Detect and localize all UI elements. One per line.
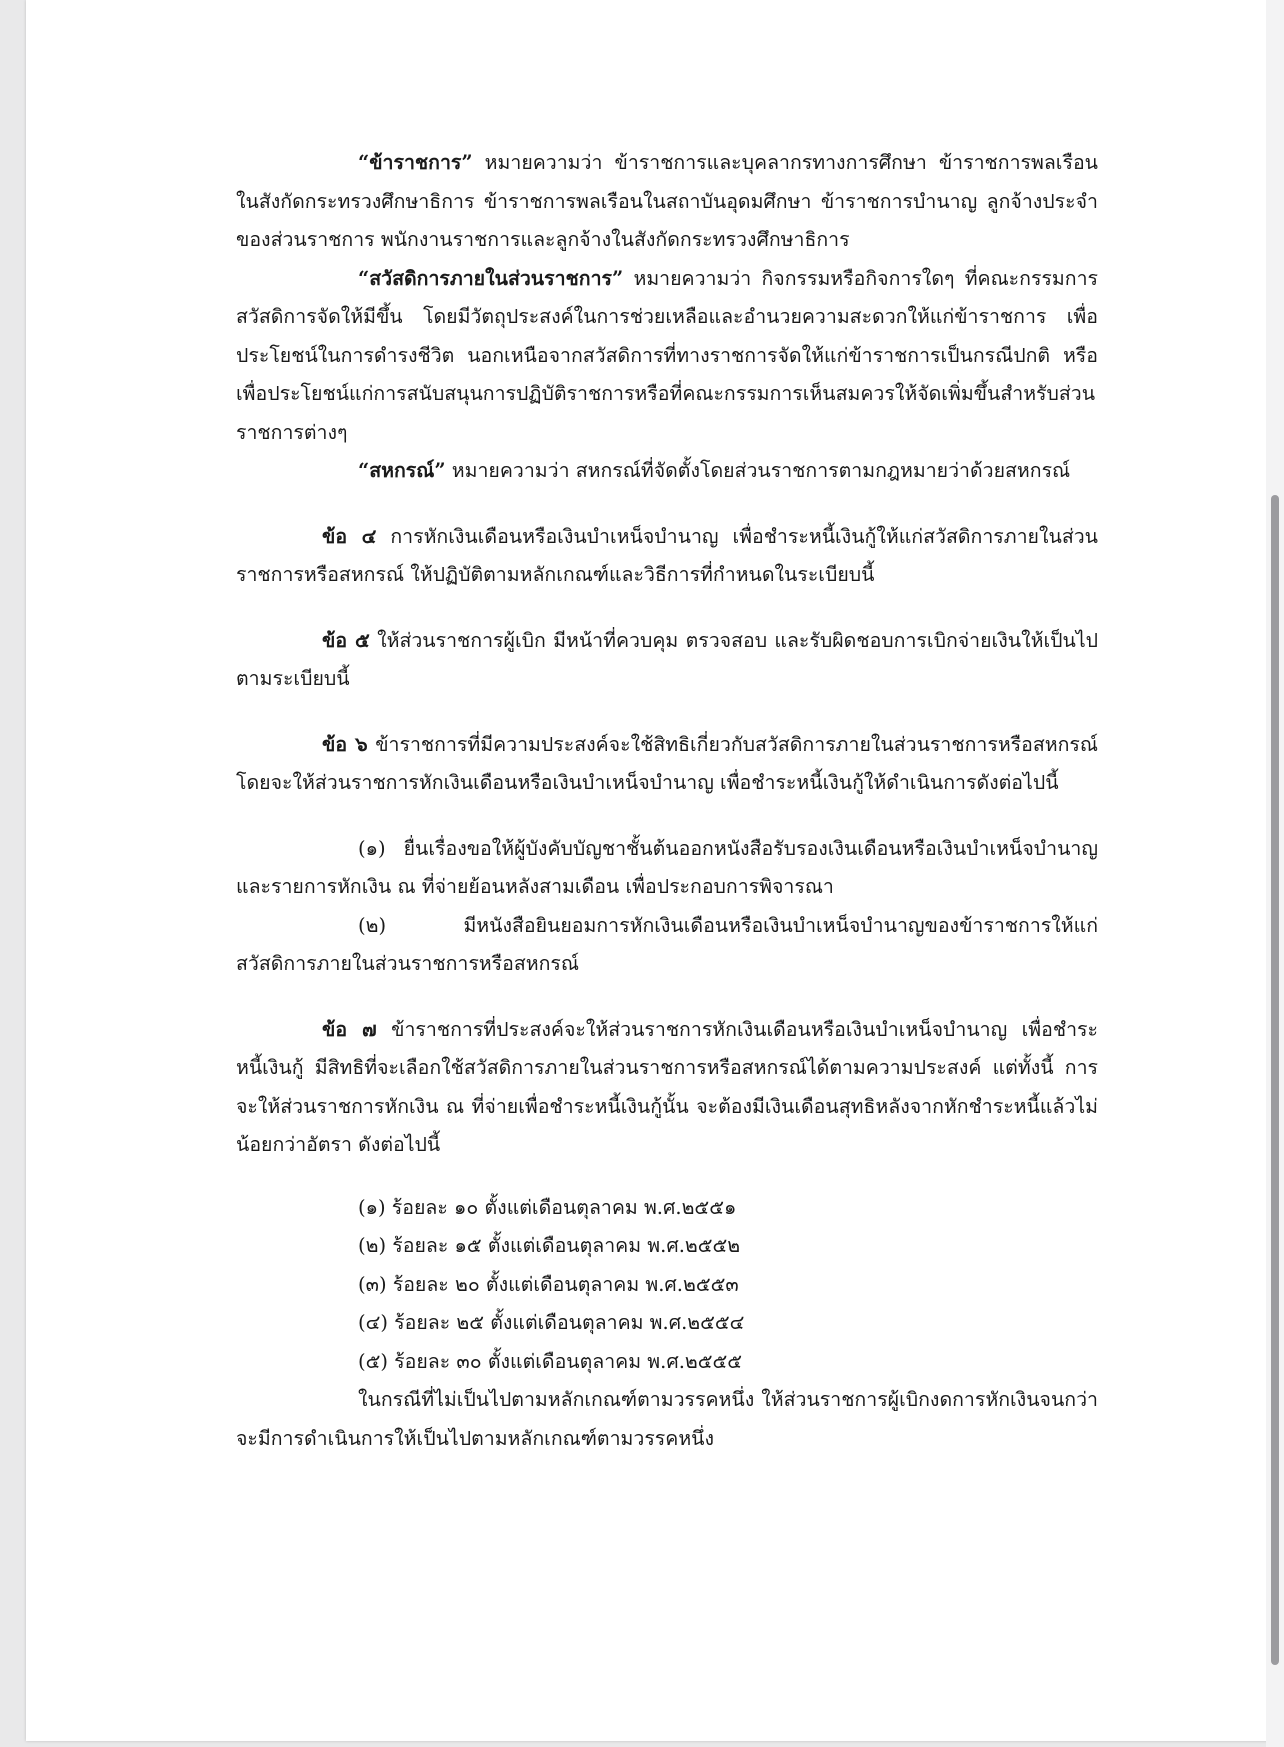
scrollbar-thumb[interactable] — [1271, 495, 1279, 1665]
clause-7 — [236, 1011, 1098, 1165]
definition-term: “สหกรณ์” — [358, 459, 446, 482]
rate-item: (๓) ร้อยละ ๒๐ ตั้งแต่เดือนตุลาคม พ.ศ.๒๕๕๓ — [358, 1272, 739, 1296]
clause-6-item: (๒) มีหนังสือยินยอมการหักเงินเดือนหรือเงินบำเหน็จบำนาญของข้าราชการให้แก่สวัสดิการภายในส่วนราชการหรือสหกรณ์ — [236, 913, 1098, 975]
vertical-scrollbar[interactable] — [1266, 0, 1284, 1747]
rate-item: (๕) ร้อยละ ๓๐ ตั้งแต่เดือนตุลาคม พ.ศ.๒๕๕๕ — [358, 1349, 743, 1373]
clause-label: ข้อ ๖ — [322, 732, 368, 756]
rate-item: (๑) ร้อยละ ๑๐ ตั้งแต่เดือนตุลาคม พ.ศ.๒๕๕๑ — [358, 1195, 737, 1219]
clause-text: การหักเงินเดือนหรือเงินบำเหน็จบำนาญ เพื่อชำระหนี้เงินกู้ให้แก่สวัสดิการภายในส่วนราชการหรือสหกรณ์ ให้ปฏิบัติตามหลักเกณฑ์และวิธีการที่กำหนดในระเบียบนี้ — [236, 524, 1099, 586]
document-body — [236, 144, 1098, 1458]
definition-internal-welfare — [236, 260, 1098, 453]
clause-6-item: (๑) ยื่นเรื่องขอให้ผู้บังคับบัญชาชั้นต้นออกหนังสือรับรองเงินเดือนหรือเงินบำเหน็จบำนาญและรายการหักเงิน ณ ที่จ่ายย้อนหลังสามเดือน เพื่อประกอบการพิจารณา — [236, 836, 1098, 898]
clause-5 — [236, 622, 1098, 699]
clause-label: ข้อ ๗ — [322, 1017, 377, 1041]
definition-text: หมายความว่า ข้าราชการและบุคลากรทางการศึกษา ข้าราชการพลเรือนในสังกัดกระทรวงศึกษาธิการ ข้าราชการพลเรือนในสถาบันอุดมศึกษา ข้าราชการบำนาญ ลูกจ้างประจำของส่วนราชการ พนักงานราชการและลูกจ้างในสังกัดกระทรวงศึกษาธิการ — [236, 151, 1098, 251]
definition-text: หมายความว่า กิจกรรมหรือกิจการใดๆ ที่คณะกรรมการสวัสดิการจัดให้มีขึ้น โดยมีวัตถุประสงค์ในการช่วยเหลือและอำนวยความสะดวกให้แก่ข้าราชการ เพื่อประโยชน์ในการดำรงชีวิต นอกเหนือจากสวัสดิการที่ทางราชการจัดให้แก่ข้าราชการเป็นกรณีปกติ หรือเพื่อประโยชน์แก่การสนับสนุนการปฏิบัติราชการหรือที่คณะกรรมการเห็นสมควรให้จัดเพิ่มขึ้นสำหรับส่วนราชการต่างๆ — [236, 266, 1098, 444]
rate-item: (๔) ร้อยละ ๒๕ ตั้งแต่เดือนตุลาคม พ.ศ.๒๕๕๔ — [358, 1311, 745, 1334]
definition-civil-servant — [236, 144, 1098, 260]
clause-text: ให้ส่วนราชการผู้เบิก มีหน้าที่ควบคุม ตรวจสอบ และรับผิดชอบการเบิกจ่ายเงินให้เป็นไปตามระเบียบนี้ — [236, 628, 1099, 690]
clause-text: ข้าราชการที่ประสงค์จะให้ส่วนราชการหักเงินเดือนหรือเงินบำเหน็จบำนาญ เพื่อชำระหนี้เงินกู้ มีสิทธิที่จะเลือกใช้สวัสดิการภายในส่วนราชการหรือสหกรณ์ได้ตามความประสงค์ แต่ทั้งนี้ การจะให้ส่วนราชการหักเงิน ณ ที่จ่ายเพื่อชำระหนี้เงินกู้นั้น จะต้องมีเงินเดือนสุทธิหลังจากหักชำระหนี้แล้วไม่น้อยกว่าอัตรา ดังต่อไปนี้ — [236, 1017, 1098, 1156]
document-page — [26, 0, 1284, 1741]
rate-list — [236, 1189, 1098, 1382]
clause-label: ข้อ ๔ — [322, 524, 377, 548]
clause-4 — [236, 518, 1098, 595]
clause-text: ข้าราชการที่มีความประสงค์จะใช้สิทธิเกี่ยวกับสวัสดิการภายในส่วนราชการหรือสหกรณ์ โดยจะให้ส่วนราชการหักเงินเดือนหรือเงินบำเหน็จบำนาญ เพื่อชำระหนี้เงินกู้ให้ดำเนินการดังต่อไปนี้ — [236, 732, 1098, 794]
definition-cooperative — [236, 452, 1098, 491]
clause-label: ข้อ ๕ — [322, 628, 370, 652]
definition-text: หมายความว่า สหกรณ์ที่จัดตั้งโดยส่วนราชการตามกฎหมายว่าด้วยสหกรณ์ — [445, 459, 1071, 482]
rate-item: (๒) ร้อยละ ๑๕ ตั้งแต่เดือนตุลาคม พ.ศ.๒๕๕๒ — [358, 1234, 741, 1257]
definition-term: “สวัสดิการภายในส่วนราชการ” — [358, 266, 624, 290]
definition-term: “ข้าราชการ” — [358, 151, 473, 174]
clause-7-closing: ในกรณีที่ไม่เป็นไปตามหลักเกณฑ์ตามวรรคหนึ่ง ให้ส่วนราชการผู้เบิกงดการหักเงินจนกว่าจะมีการดำเนินการให้เป็นไปตามหลักเกณฑ์ตามวรรคหนึ่ง — [236, 1388, 1098, 1450]
clause-6 — [236, 726, 1098, 803]
